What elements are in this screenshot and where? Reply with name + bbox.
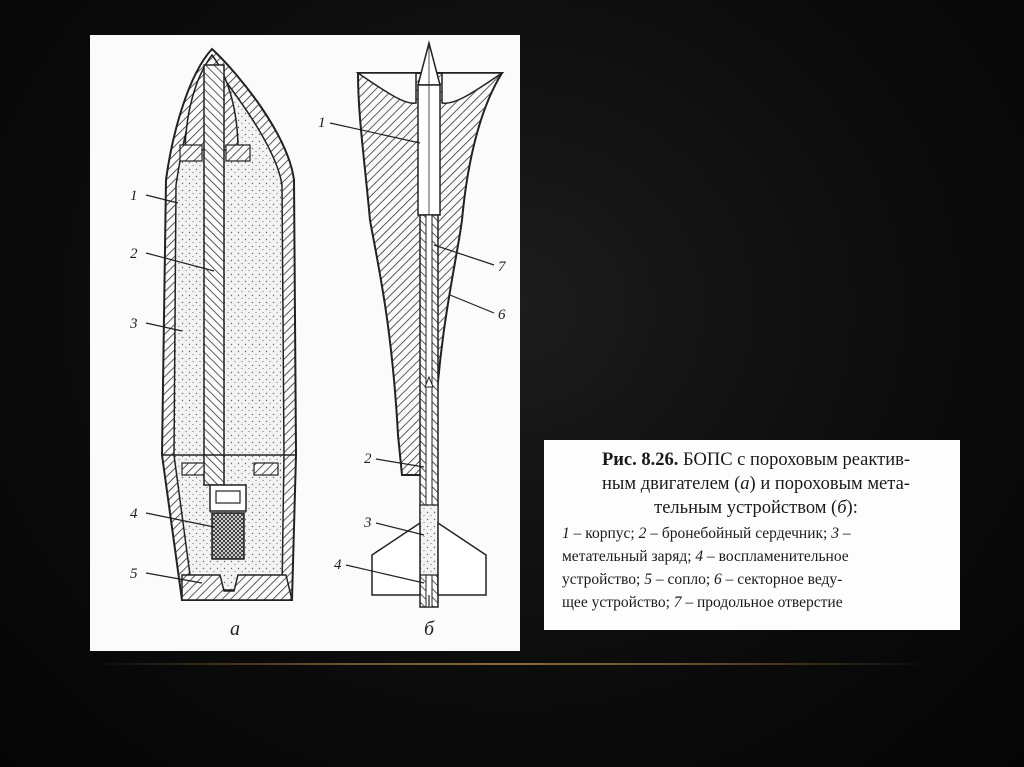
- sublabel-a: а: [230, 618, 240, 640]
- sublabel-b: б: [424, 618, 435, 640]
- slide-divider-line: [90, 663, 930, 665]
- legend-text: – воспламенительное: [703, 548, 849, 565]
- legend-number: 6: [714, 571, 722, 588]
- legend-line: [562, 568, 950, 591]
- technical-drawing-panel: [90, 35, 520, 651]
- legend-text: –: [838, 525, 851, 542]
- caption-title-line-1: БОПС с пороховым реактив-: [683, 450, 911, 470]
- legend-number: 4: [695, 548, 704, 565]
- legend-number: 7: [673, 594, 682, 611]
- legend-text: – сопло;: [651, 571, 715, 588]
- caption-title-line-3: тельным устройством (: [654, 498, 838, 518]
- caption-legend: [562, 522, 950, 614]
- callout-b-1: 1: [318, 115, 326, 131]
- legend-line: [562, 545, 950, 568]
- legend-text: – корпус;: [569, 525, 639, 542]
- caption-title-b: б: [837, 498, 847, 518]
- callout-b-6: 6: [498, 307, 506, 323]
- legend-number: 2: [638, 525, 647, 542]
- projectile-a: [146, 49, 296, 600]
- callout-b-3: 3: [364, 515, 372, 531]
- legend-line: [562, 591, 950, 614]
- callout-a-4: 4: [130, 506, 138, 522]
- legend-number: 1: [562, 525, 570, 542]
- figure-number: Рис. 8.26.: [601, 450, 679, 470]
- callout-a-3: 3: [130, 316, 138, 332]
- caption-title-line-2: ным двигателем (: [602, 474, 741, 494]
- legend-text: щее устройство;: [562, 594, 674, 611]
- legend-line: [562, 522, 950, 545]
- caption-title-line-3-end: ):: [846, 498, 858, 518]
- caption-title: [562, 448, 950, 520]
- caption-title-a: а: [740, 474, 750, 494]
- legend-text: – продольное отверстие: [681, 594, 843, 611]
- projectile-b: [330, 43, 502, 607]
- callout-b-4: 4: [334, 557, 342, 573]
- legend-text: метательный заряд;: [562, 548, 696, 565]
- figure-caption: [544, 440, 960, 630]
- legend-text: – секторное веду-: [721, 571, 843, 588]
- legend-number: 3: [831, 525, 839, 542]
- legend-number: 5: [644, 571, 652, 588]
- callout-b-2: 2: [364, 451, 372, 467]
- legend-text: – бронебойный сердечник;: [646, 525, 832, 542]
- callout-b-7: 7: [498, 259, 506, 275]
- caption-title-line-2-end: ) и пороховым мета-: [749, 474, 910, 494]
- projectile-diagram: [90, 35, 520, 651]
- callout-a-5: 5: [130, 566, 138, 582]
- callout-a-1: 1: [130, 188, 138, 204]
- legend-text: устройство;: [562, 571, 645, 588]
- callout-a-2: 2: [130, 246, 138, 262]
